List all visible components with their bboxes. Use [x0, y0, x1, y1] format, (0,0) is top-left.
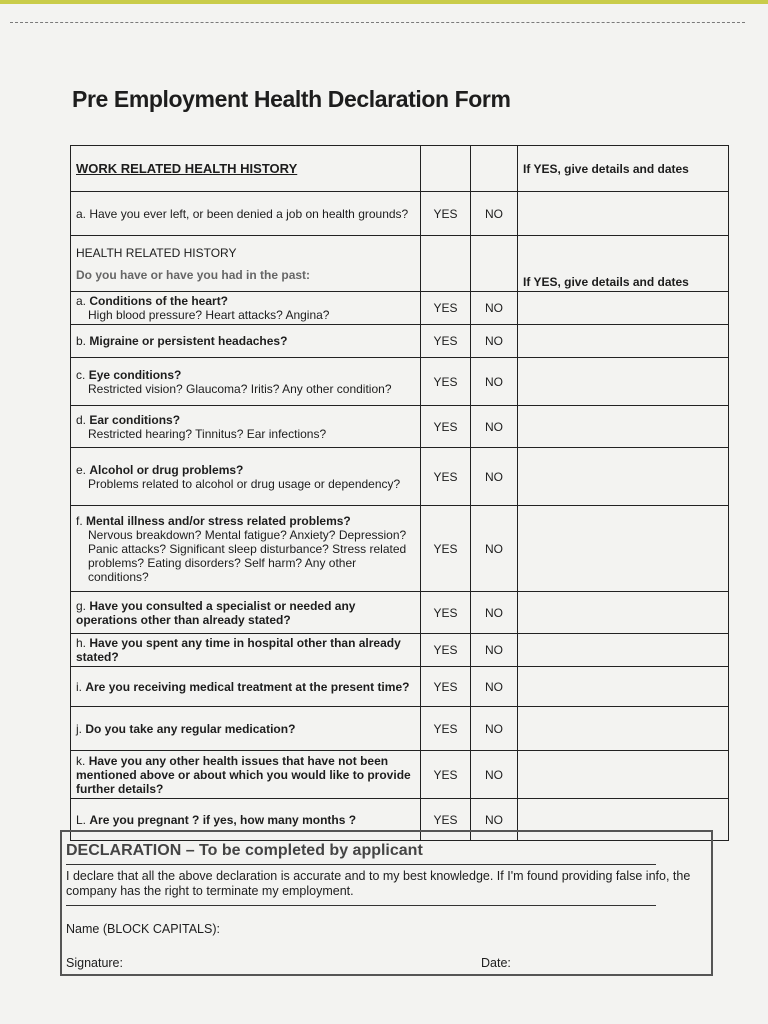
- health-history-table: [70, 145, 729, 841]
- yes-option[interactable]: YES: [421, 667, 471, 707]
- details-field[interactable]: [518, 192, 729, 236]
- details-field[interactable]: [518, 292, 729, 325]
- question-subtext: Restricted vision? Glaucoma? Iritis? Any other condition?: [88, 381, 392, 396]
- table-row: b. Migraine or persistent headaches? YES NO: [71, 325, 729, 358]
- no-option[interactable]: NO: [471, 592, 518, 634]
- form-title: Pre Employment Health Declaration Form: [72, 86, 511, 112]
- details-field[interactable]: [518, 592, 729, 634]
- no-option[interactable]: NO: [471, 292, 518, 325]
- no-option[interactable]: NO: [471, 751, 518, 799]
- question-text: Migraine or persistent headaches?: [89, 334, 288, 348]
- question-text: Do you take any regular medication?: [85, 721, 296, 736]
- question-text: Ear conditions?: [89, 412, 181, 427]
- date-field[interactable]: Date:: [481, 956, 511, 970]
- question-text: Alcohol or drug problems?: [89, 462, 244, 477]
- health-history-subheading: Do you have or have you had in the past:: [76, 267, 311, 282]
- table-row: j. Do you take any regular medication? YES NO: [71, 707, 729, 751]
- table-row: a. Conditions of the heart? High blood pressure? Heart attacks? Angina? YES NO: [71, 292, 729, 325]
- table-row: i. Are you receiving medical treatment at the present time? YES NO: [71, 667, 729, 707]
- signature-row: [66, 956, 706, 970]
- declaration-text: I declare that all the above declaration is accurate and to my best knowledge. If I'm found providing false info, the company has the right to terminate my employment.: [66, 869, 691, 898]
- question-text: Conditions of the heart?: [89, 294, 229, 308]
- details-field[interactable]: [518, 358, 729, 406]
- work-history-header-row: [71, 146, 729, 192]
- declaration-title: DECLARATION – To be completed by applicant: [66, 842, 423, 859]
- details-field[interactable]: [518, 751, 729, 799]
- details-field[interactable]: [518, 325, 729, 358]
- details-field[interactable]: [518, 667, 729, 707]
- question-subtext: High blood pressure? Heart attacks? Angina?: [88, 308, 330, 322]
- yes-option[interactable]: YES: [421, 707, 471, 751]
- question-text: a. Have you ever left, or been denied a job on health grounds?: [76, 206, 409, 221]
- page-edge-line: [0, 0, 768, 4]
- yes-option[interactable]: YES: [421, 506, 471, 592]
- yes-option[interactable]: YES: [421, 448, 471, 506]
- table-row: k. Have you any other health issues that have not been mentioned above or about which you would like to provide further details? YES NO: [71, 751, 729, 799]
- declaration-box: [60, 830, 713, 976]
- yes-option[interactable]: YES: [421, 358, 471, 406]
- name-field[interactable]: Name (BLOCK CAPITALS):: [66, 922, 220, 936]
- table-row: h. Have you spent any time in hospital other than already stated? YES NO: [71, 634, 729, 667]
- no-option[interactable]: NO: [471, 506, 518, 592]
- table-row: f. Mental illness and/or stress related problems? Nervous breakdown? Mental fatigue? Anxiety? Depression? Panic attacks? Significant sleep disturbance? Stress related problems? Eating disorders? Self harm? Any other conditions? YES NO: [71, 506, 729, 592]
- details-field[interactable]: [518, 448, 729, 506]
- divider: [66, 864, 656, 865]
- no-option[interactable]: NO: [471, 358, 518, 406]
- question-subtext: Nervous breakdown? Mental fatigue? Anxiety? Depression? Panic attacks? Significant sleep disturbance? Stress related problems? Eating disorders? Self harm? Any other conditions?: [88, 527, 407, 584]
- details-field[interactable]: [518, 634, 729, 667]
- no-option[interactable]: NO: [471, 192, 518, 236]
- question-text: Have you consulted a specialist or needed any operations other than already stated?: [76, 598, 356, 627]
- yes-option[interactable]: YES: [421, 799, 471, 841]
- no-option[interactable]: NO: [471, 406, 518, 448]
- details-field[interactable]: [518, 506, 729, 592]
- table-row: g. Have you consulted a specialist or needed any operations other than already stated? YES NO: [71, 592, 729, 634]
- details-field[interactable]: [518, 406, 729, 448]
- work-history-heading: WORK RELATED HEALTH HISTORY: [76, 160, 298, 176]
- table-row: [71, 192, 729, 236]
- question-text: Have you any other health issues that have not been mentioned above or about which you would like to provide further details?: [76, 753, 411, 796]
- no-option[interactable]: NO: [471, 325, 518, 358]
- details-field[interactable]: [518, 707, 729, 751]
- details-heading: If YES, give details and dates: [518, 146, 729, 192]
- question-text: Mental illness and/or stress related problems?: [86, 513, 351, 528]
- yes-option[interactable]: YES: [421, 325, 471, 358]
- signature-field[interactable]: Signature:: [66, 956, 123, 970]
- scan-dash-line: [10, 22, 745, 23]
- health-history-header-row: [71, 236, 729, 292]
- yes-option[interactable]: YES: [421, 634, 471, 667]
- table-row: e. Alcohol or drug problems? Problems related to alcohol or drug usage or dependency? YES NO: [71, 448, 729, 506]
- no-option[interactable]: NO: [471, 707, 518, 751]
- no-option[interactable]: NO: [471, 799, 518, 841]
- question-text: Have you spent any time in hospital other than already stated?: [76, 636, 401, 664]
- details-heading-2: If YES, give details and dates: [518, 236, 729, 292]
- yes-option[interactable]: YES: [421, 406, 471, 448]
- no-option[interactable]: NO: [471, 667, 518, 707]
- table-row: L. Are you pregnant ? if yes, how many months ? YES NO: [71, 799, 729, 841]
- question-subtext: Problems related to alcohol or drug usage or dependency?: [88, 476, 401, 491]
- divider: [66, 905, 656, 906]
- question-text: Are you pregnant ? if yes, how many months ?: [89, 812, 357, 827]
- question-text: Are you receiving medical treatment at the present time?: [85, 679, 410, 694]
- yes-option[interactable]: YES: [421, 592, 471, 634]
- no-option[interactable]: NO: [471, 448, 518, 506]
- table-row: d. Ear conditions? Restricted hearing? Tinnitus? Ear infections? YES NO: [71, 406, 729, 448]
- table-row: c. Eye conditions? Restricted vision? Glaucoma? Iritis? Any other condition? YES NO: [71, 358, 729, 406]
- health-history-heading: HEALTH RELATED HISTORY: [76, 245, 237, 260]
- question-text: Eye conditions?: [88, 367, 182, 382]
- yes-option[interactable]: YES: [421, 751, 471, 799]
- question-subtext: Restricted hearing? Tinnitus? Ear infections?: [88, 426, 327, 441]
- yes-option[interactable]: YES: [421, 292, 471, 325]
- no-option[interactable]: NO: [471, 634, 518, 667]
- yes-option[interactable]: YES: [421, 192, 471, 236]
